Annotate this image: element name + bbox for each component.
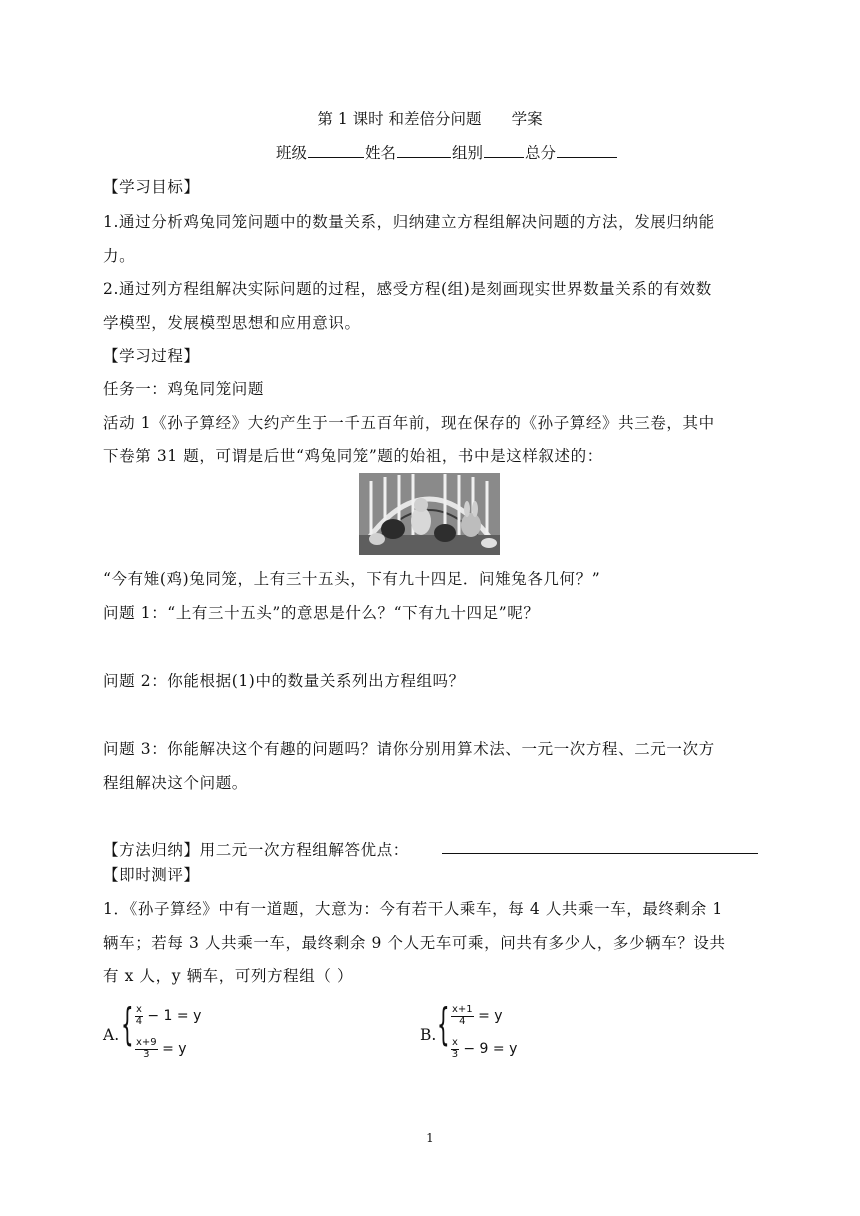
test-question-1-line-2: 辆车；若每 3 人共乘一车，最终剩余 9 个人无车可乘，问共有多少人，多少辆车？设共 [103, 934, 726, 952]
task-1-title: 任务一：鸡兔同笼问题 [103, 380, 265, 398]
option-a-label: A. [103, 1026, 120, 1044]
question-3-line-2: 程组解决这个问题。 [103, 774, 248, 792]
method-summary: 【方法归纳】用二元一次方程组解答优点： [103, 841, 409, 859]
process-heading: 【学习过程】 [103, 347, 200, 365]
option-b-equation-1: $\frac{x+1}{4}$ = y [452, 1004, 503, 1027]
group-blank [484, 143, 524, 158]
student-info-row [276, 141, 618, 163]
page-title: 第 1 课时 和差倍分问题 学案 [317, 110, 543, 128]
class-blank [308, 143, 364, 158]
brace-b: { [437, 999, 450, 1050]
goal-2-line-1: 2.通过列方程组解决实际问题的过程，感受方程(组)是刻画现实世界数量关系的有效数 [103, 280, 712, 298]
group-label: 组别 [452, 144, 484, 162]
chicken-rabbit-cage-illustration [359, 473, 500, 555]
name-blank [397, 143, 451, 158]
brace-a: { [121, 999, 134, 1050]
goals-heading: 【学习目标】 [103, 178, 200, 196]
question-2: 问题 2：你能根据(1)中的数量关系列出方程组吗？ [103, 672, 465, 690]
problem-quote: “今有雉(鸡)兔同笼，上有三十五头，下有九十四足．问雉兔各几何？” [103, 570, 601, 588]
test-question-1-line-3: 有 x 人，y 辆车，可列方程组（ ） [103, 967, 354, 985]
activity-1-line-1: 活动 1《孙子算经》大约产生于一千五百年前，现在保存的《孙子算经》共三卷，其中 [103, 414, 715, 432]
class-label: 班级 [276, 144, 308, 162]
question-3-line-1: 问题 3：你能解决这个有趣的问题吗？请你分别用算术法、一元一次方程、二元一次方 [103, 740, 715, 758]
method-answer-line [442, 853, 758, 854]
option-a-equation-1: $\frac{x}{4}$ − 1 = y [135, 1004, 202, 1027]
test-heading: 【即时测评】 [103, 866, 200, 884]
test-question-1-line-1: 1．《孙子算经》中有一道题，大意为：今有若干人乘车，每 4 人共乘一车，最终剩余 1 [103, 900, 723, 918]
page-number: 1 [426, 1131, 434, 1145]
score-blank [557, 143, 617, 158]
score-label: 总分 [525, 144, 557, 162]
name-label: 姓名 [365, 144, 397, 162]
option-b-equation-2: $\frac{x}{3}$ − 9 = y [451, 1037, 518, 1060]
question-1: 问题 1：“上有三十五头”的意思是什么？“下有九十四足”呢？ [103, 604, 540, 622]
goal-1-line-1: 1.通过分析鸡兔同笼问题中的数量关系，归纳建立方程组解决问题的方法，发展归纳能 [103, 213, 715, 231]
goal-1-line-2: 力。 [103, 247, 136, 265]
activity-1-line-2: 下卷第 31 题，可谓是后世“鸡兔同笼”题的始祖，书中是这样叙述的： [103, 447, 603, 465]
option-a-equation-2: $\frac{x+9}{3}$ = y [136, 1037, 187, 1060]
goal-2-line-2: 学模型，发展模型思想和应用意识。 [103, 314, 361, 332]
option-b-label: B. [420, 1026, 437, 1044]
